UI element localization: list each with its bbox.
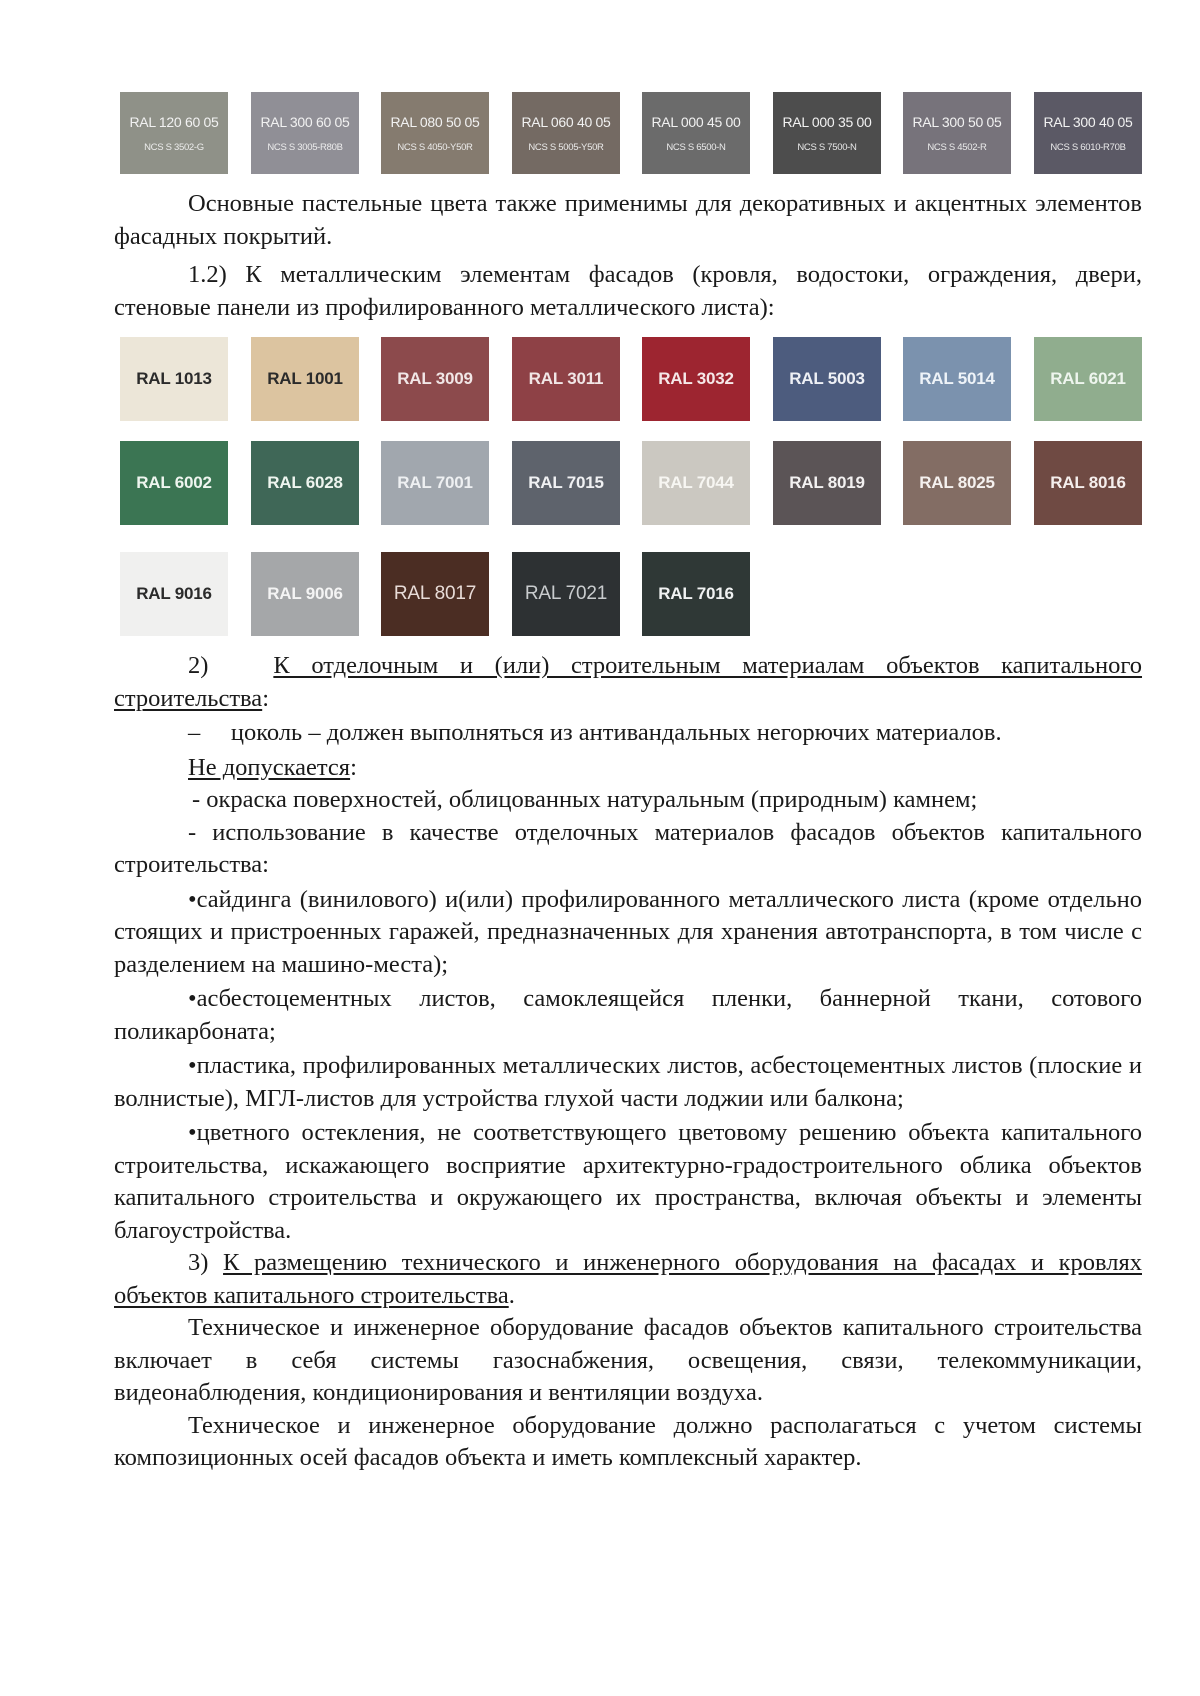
swatch-ncs-code: NCS S 6500-N (666, 141, 726, 153)
color-swatch (1034, 441, 1142, 525)
swatch-code: RAL 120 60 05 (129, 113, 219, 130)
color-swatch (512, 552, 620, 636)
pastel-paragraph: Основные пастельные цвета также применимы для декоративных и акцентных элементов фасадных покрытий. (114, 190, 1142, 250)
section-3-title: К размещению технического и инженерного оборудования на фасадах и кровлях объектов капитального строительства (114, 1249, 1142, 1309)
color-swatch (1034, 92, 1142, 174)
pastel-swatch-row (120, 92, 1140, 174)
swatch-code: RAL 7015 (528, 473, 604, 492)
requirements-text (114, 650, 1142, 1475)
color-swatch (120, 441, 228, 525)
color-swatch (903, 441, 1011, 525)
color-swatch (512, 337, 620, 421)
metal-swatch-row-3 (120, 552, 1140, 636)
color-swatch (642, 337, 750, 421)
metal-swatch-row-2 (120, 441, 1140, 525)
swatch-ncs-code: NCS S 6010-R70B (1050, 141, 1126, 153)
color-swatch (381, 441, 489, 525)
color-swatch (903, 337, 1011, 421)
section-3-number: 3) (188, 1249, 209, 1276)
bullet-plastic: •пластика, профилированных металлических листов, асбестоцементных листов (плоские и волнистые), МГЛ-листов для устройства глухой части лоджии или балкона; (114, 1052, 1142, 1112)
not-allowed-heading (114, 752, 1142, 785)
swatch-code: RAL 9016 (136, 584, 212, 603)
metal-paragraph: 1.2) К металлическим элементам фасадов (кровля, водостоки, ограждения, двери, стеновые панели из профилированного металлического листа): (114, 261, 1142, 321)
equipment-paragraph-1: Техническое и инженерное оборудование фасадов объектов капитального строительства включает в себя системы газоснабжения, освещения, связи, телекоммуникации, видеонаблюдения, кондиционирования и вентиляции воздуха. (114, 1314, 1142, 1406)
color-swatch (773, 441, 881, 525)
color-swatch (251, 441, 359, 525)
color-swatch (1034, 337, 1142, 421)
color-swatch (381, 552, 489, 636)
color-swatch (903, 92, 1011, 174)
swatch-ncs-code: NCS S 3502-G (144, 141, 204, 153)
color-swatch (642, 552, 750, 636)
swatch-ncs-code: NCS S 5005-Y50R (528, 141, 604, 153)
swatch-code: RAL 1013 (136, 369, 212, 388)
equipment-paragraph-2: Техническое и инженерное оборудование должно располагаться с учетом системы композиционных осей фасадов объекта и иметь комплексный характер. (114, 1411, 1142, 1471)
section-2-heading (114, 650, 1142, 715)
swatch-code: RAL 3011 (528, 369, 604, 388)
color-swatch (773, 337, 881, 421)
swatch-code: RAL 7021 (524, 583, 608, 604)
item-use: - использование в качестве отделочных материалов фасадов объектов капитального строительства: (114, 818, 1142, 878)
bullet-siding: •сайдинга (винилового) и(или) профилированного металлического листа (кроме отдельно стоящих и пристроенных гаражей, предназначенных для хранения автотранспорта, в том числе с разделением на машино-места); (114, 885, 1142, 978)
bullet-glazing: •цветного остекления, не соответствующего цветовому решению объекта капитального строительства, искажающего восприятие архитектурно-градостроительного облика объектов капитального строительства и окружающего их пространства, включая объекты и элементы благоустройства. (114, 1119, 1142, 1244)
color-swatch (251, 552, 359, 636)
section-2-number: 2) (188, 652, 209, 679)
swatch-code: RAL 000 35 00 (782, 113, 872, 130)
color-swatch (773, 92, 881, 174)
swatch-ncs-code: NCS S 3005-R80B (267, 141, 343, 153)
section-3-heading (114, 1247, 1142, 1312)
swatch-code: RAL 300 60 05 (260, 113, 350, 130)
section-3-period: . (508, 1281, 515, 1309)
color-swatch (512, 92, 620, 174)
swatch-code: RAL 300 40 05 (1043, 113, 1133, 130)
plinth-requirement: – цоколь – должен выполняться из антивандальных негорючих материалов. (188, 719, 1002, 746)
swatch-ncs-code: NCS S 7500-N (797, 141, 857, 153)
swatch-code: RAL 9006 (267, 584, 343, 603)
swatch-code: RAL 3032 (658, 369, 734, 388)
swatch-code: RAL 8025 (919, 473, 995, 492)
color-swatch (381, 92, 489, 174)
item-paint: - окраска поверхностей, облицованных натуральным (природным) камнем; (192, 786, 978, 813)
swatch-ncs-code: NCS S 4502-R (927, 141, 987, 153)
color-swatch (381, 337, 489, 421)
swatch-ncs-code: NCS S 4050-Y50R (397, 141, 473, 153)
swatch-code: RAL 6002 (136, 473, 212, 492)
swatch-code: RAL 6021 (1050, 369, 1126, 388)
swatch-code: RAL 7016 (658, 584, 734, 603)
bullet-asbestos: •асбестоцементных листов, самоклеящейся пленки, баннерной ткани, сотового поликарбоната; (114, 985, 1142, 1045)
not-allowed-colon: : (350, 753, 357, 781)
color-swatch (120, 337, 228, 421)
swatch-code: RAL 6028 (267, 473, 343, 492)
section-2-colon: : (262, 684, 269, 712)
section-2-title: К отделочным и (или) строительным материалам объектов капитального строительства (114, 652, 1143, 712)
pastel-paragraph-block (114, 188, 1142, 324)
swatch-code: RAL 7044 (658, 473, 734, 492)
color-swatch (120, 552, 228, 636)
color-swatch (251, 92, 359, 174)
metal-swatch-row-1 (120, 337, 1140, 421)
color-swatch (642, 441, 750, 525)
swatch-code: RAL 1001 (267, 369, 343, 388)
swatch-code: RAL 7001 (397, 473, 473, 492)
swatch-code: RAL 300 50 05 (912, 113, 1002, 130)
color-swatch (642, 92, 750, 174)
swatch-code: RAL 060 40 05 (521, 113, 611, 130)
swatch-code: RAL 080 50 05 (390, 113, 480, 130)
swatch-code: RAL 000 45 00 (651, 113, 741, 130)
not-allowed-label: Не допускается (188, 753, 351, 781)
swatch-code: RAL 8017 (393, 583, 477, 604)
color-swatch (512, 441, 620, 525)
swatch-code: RAL 3009 (397, 369, 473, 388)
color-swatch (120, 92, 228, 174)
swatch-code: RAL 5003 (789, 369, 865, 388)
swatch-code: RAL 8016 (1050, 473, 1126, 492)
swatch-code: RAL 5014 (919, 369, 995, 388)
color-swatch (251, 337, 359, 421)
swatch-code: RAL 8019 (789, 473, 865, 492)
